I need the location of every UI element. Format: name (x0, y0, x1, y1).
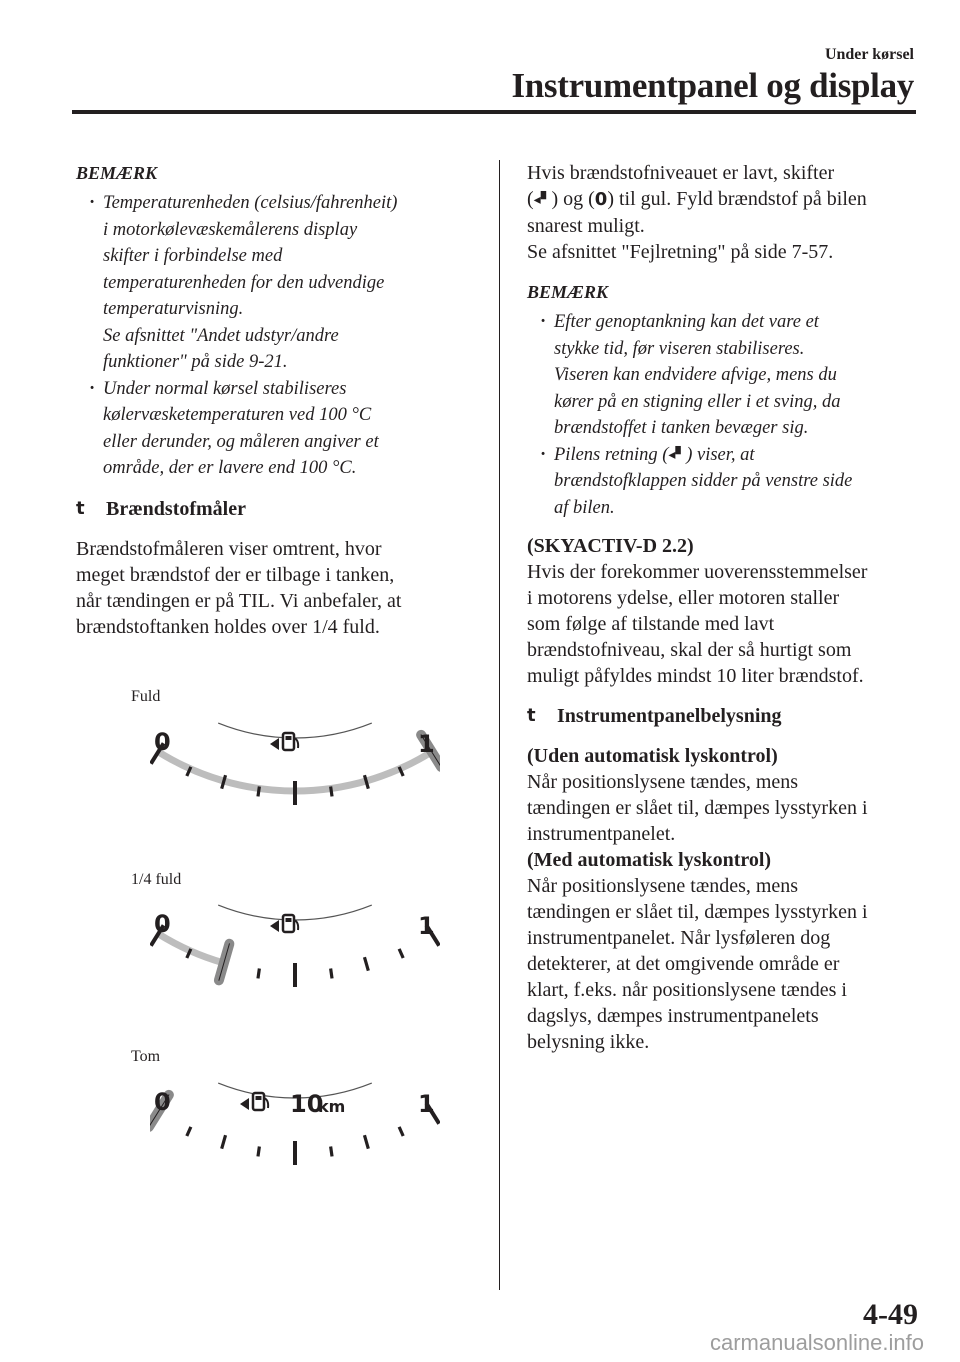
fuel-pump-window (256, 1096, 262, 1100)
text-line: af bilen. (554, 497, 615, 518)
gauge-max-label: 1 (418, 730, 435, 758)
subheading-without-auto-light: (Uden automatisk lyskontrol) (527, 745, 778, 767)
fuel-pump-arrow-icon: ◂▘ (533, 192, 552, 208)
fuel-pump-icon (283, 915, 294, 932)
body-paragraph (76, 536, 476, 640)
fuel-gauge-full (150, 718, 440, 848)
section-marker: t (76, 497, 85, 519)
gauge-tick (364, 957, 368, 970)
text (554, 471, 852, 518)
right-column (527, 160, 927, 1055)
text-line: instrumentpanelet. Når lysføleren dog (527, 927, 831, 949)
text-line: område, der er lavere end 100 °C. (103, 458, 357, 478)
text-line: kølervæsketemperaturen ved 100 °C (103, 405, 372, 425)
range-value: 10 (290, 1090, 324, 1118)
column-divider (499, 160, 500, 1290)
text: ) til gul. Fyld brændstof på bilen (607, 188, 867, 210)
watermark: carmanualsonline.info (709, 1330, 924, 1355)
text-line: Efter genoptankning kan det vare et (554, 312, 819, 332)
text-line: når tændingen er på TIL. Vi anbefaler, at (76, 589, 402, 612)
fuel-arrow-icon (270, 738, 279, 750)
text-line: Viseren kan endvidere afvige, mens du (554, 365, 837, 385)
fuel-pump-arrow-icon: ◂▘ (668, 446, 687, 463)
text-line: brændstofniveau, skal der så hurtigt som (527, 639, 852, 661)
section-title: Instrumentpanelbelysning (557, 705, 782, 727)
subheading-skyactiv: (SKYACTIV-D 2.2) (527, 535, 694, 557)
gauge-min-label: 0 (154, 910, 171, 938)
text-line: funktioner" på side 9-21. (103, 352, 288, 372)
fuel-pump-window (286, 918, 292, 922)
subheading-with-auto-light: (Med automatisk lyskontrol) (527, 849, 772, 871)
body-line: Hvis brændstofniveauet er lavt, skifter (527, 162, 835, 184)
note-list (527, 309, 927, 521)
text-line: tændingen er slået til, dæmpes lysstyrken i (527, 797, 868, 819)
gauge-tick (331, 787, 332, 797)
body-line: Se afsnittet "Fejlretning" på side 7-57. (527, 241, 834, 263)
gauge-tick (331, 969, 332, 979)
gauge-tick (187, 1127, 191, 1136)
section-marker: t (527, 705, 536, 726)
note-heading: BEMÆRK (76, 163, 158, 183)
text-line: Temperaturenheden (celsius/fahrenheit) (103, 193, 398, 213)
gauge-tick (399, 949, 403, 958)
fuel-gauge-quarter (150, 900, 440, 1030)
zero-symbol: 0 (594, 189, 608, 210)
text: ( (527, 188, 534, 210)
note-item (527, 442, 927, 522)
fuel-pump-icon (283, 733, 294, 750)
text-line: Når positionslysene tændes, mens (527, 771, 799, 793)
text-line: brændstoftanken holdes over 1/4 fuld. (76, 615, 380, 638)
fuel-arrow-icon (240, 1098, 249, 1110)
text-line: temperaturvisning. (103, 299, 244, 319)
text: Pilens retning ( (554, 444, 669, 465)
gauge-tick (399, 1127, 403, 1136)
gauge-max-label: 1 (418, 912, 435, 940)
gauge-tick (222, 1135, 226, 1148)
note-item (76, 190, 476, 376)
gauge-max-label: 1 (418, 1090, 435, 1118)
gauge-label-quarter: 1/4 fuld (131, 871, 182, 888)
body-paragraph (527, 559, 927, 689)
text-line: stykke tid, før viseren stabiliseres. (554, 338, 805, 359)
text: ) viser, at (686, 444, 755, 465)
page-number: 4-49 (863, 1298, 918, 1331)
body-paragraph (527, 873, 927, 1055)
text-line: meget brændstof der er tilbage i tanken, (76, 563, 395, 586)
text-line: temperaturenheden for den udvendige (103, 272, 385, 293)
note-item (527, 309, 927, 442)
running-header-section: Under kørsel (824, 46, 914, 63)
section-heading-panel-lighting (527, 703, 927, 729)
gauge-level-band (158, 934, 224, 963)
gauge-tick (258, 787, 259, 797)
note-list (76, 190, 476, 482)
text-line: instrumentpanelet. (527, 823, 676, 845)
text-line: dagslys, dæmpes instrumentpanelets (527, 1005, 819, 1027)
body-line-with-icons (527, 186, 927, 213)
text-line: detekterer, at det omgivende område er (527, 953, 840, 975)
fuel-gauge-empty (150, 1078, 440, 1208)
text-line: i motorkølevæskemålerens display (103, 219, 358, 240)
text-line: belysning ikke. (527, 1031, 650, 1053)
note-heading: BEMÆRK (527, 282, 609, 302)
text-line: kører på en stigning eller i et sving, da (554, 391, 841, 412)
gauge-tick (364, 1135, 368, 1148)
fuel-arrow-icon (270, 920, 279, 932)
text-line: brændstofklappen sidder på venstre side (554, 471, 853, 491)
text-line: som følge af tilstande med lavt (527, 613, 775, 635)
text-line: brændstoffet i tanken bevæger sig. (554, 418, 809, 438)
text-line: Hvis der forekommer uoverensstemmelser (527, 561, 868, 583)
gauge-label-full: Fuld (131, 688, 161, 705)
gauge-label-empty: Tom (131, 1048, 161, 1065)
range-unit: km (318, 1097, 346, 1116)
page-title: Instrumentpanel og display (511, 66, 914, 105)
text-line: Se afsnittet "Andet udstyr/andre (103, 325, 339, 346)
header-rule (72, 110, 916, 114)
fuel-pump-icon (253, 1093, 264, 1110)
text-line: muligt påfyldes mindst 10 liter brændstof. (527, 665, 864, 687)
text-line: Når positionslysene tændes, mens (527, 875, 799, 897)
left-column (76, 160, 476, 640)
body-paragraph (527, 769, 927, 847)
fuel-pump-window (286, 736, 292, 740)
gauge-tick (331, 1147, 332, 1157)
text-line: i motorens ydelse, eller motoren staller (527, 587, 840, 609)
text-line: tændingen er slået til, dæmpes lysstyrken i (527, 901, 868, 923)
gauge-tick (258, 969, 259, 979)
text-line: eller derunder, og måleren angiver et (103, 431, 379, 452)
text-line: klart, f.eks. når positionslysene tændes i (527, 979, 847, 1001)
text: ) og ( (551, 188, 595, 210)
gauge-min-label: 0 (154, 728, 171, 756)
text-line: Brændstofmåleren viser omtrent, hvor (76, 537, 382, 560)
note-item (76, 376, 476, 482)
body-line: snarest muligt. (527, 215, 645, 237)
text-line: Under normal kørsel stabiliseres (103, 378, 347, 399)
gauge-min-label: 0 (154, 1088, 171, 1116)
text-line: skifter i forbindelse med (103, 246, 283, 266)
section-title: Brændstofmåler (106, 497, 246, 520)
section-heading-fuel-gauge (76, 496, 476, 522)
gauge-tick (258, 1147, 259, 1157)
